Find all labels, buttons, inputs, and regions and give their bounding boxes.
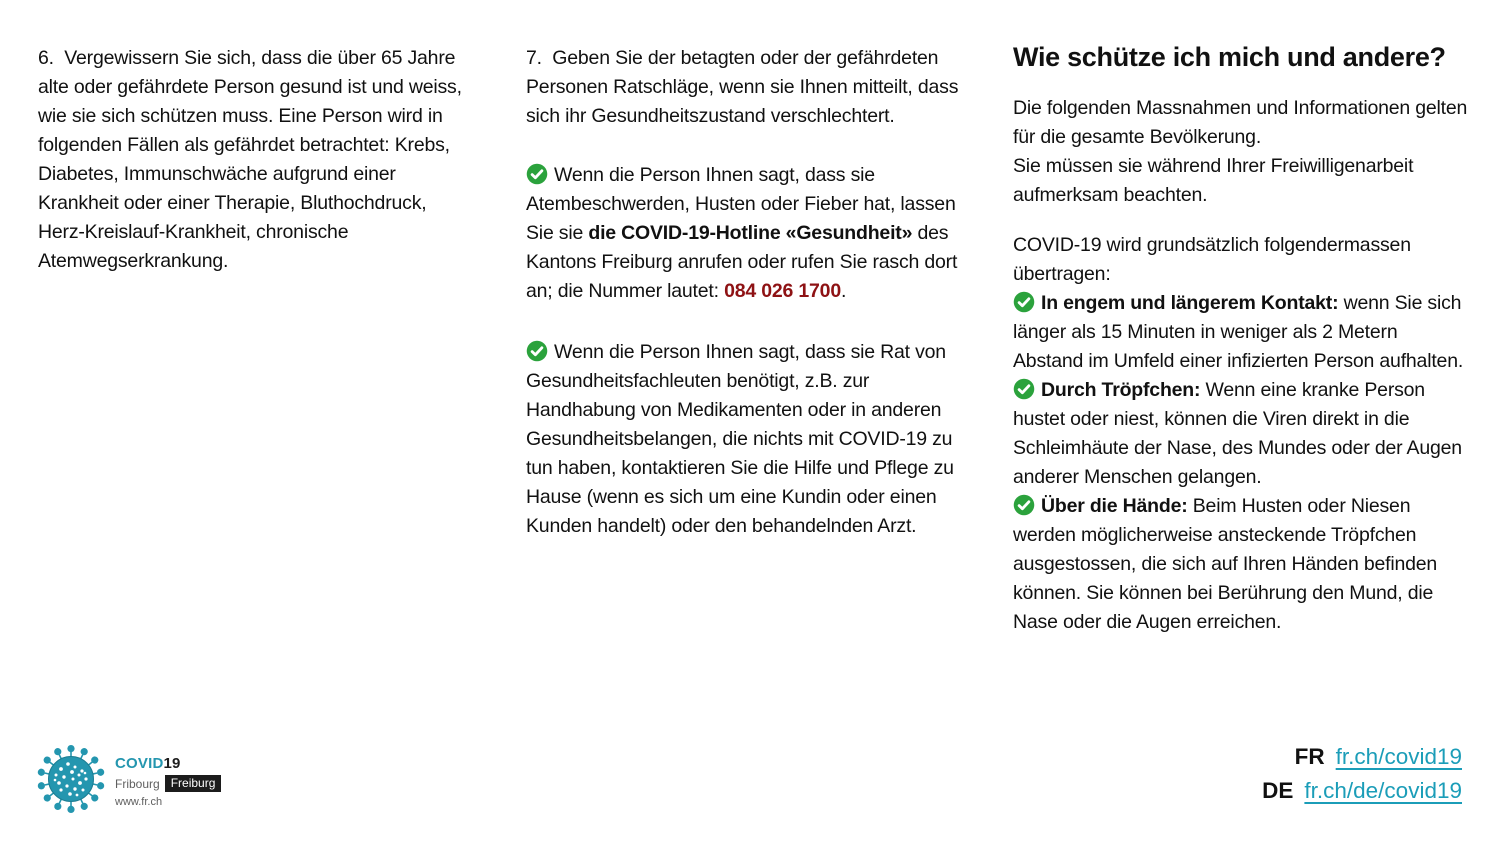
transmission-bullet-contact — [1013, 289, 1468, 376]
check-circle-icon — [1013, 494, 1035, 516]
instruction-item-7: 7. Geben Sie der betagten oder der gefährdeten Personen Ratschläge, wenn sie Ihnen mitteilt, dass sich ihr Gesundheitszustand verschlechtert. — [526, 47, 959, 127]
intro-paragraph — [1013, 94, 1468, 210]
column-middle — [526, 44, 983, 541]
logo-canton-fr: Fribourg — [115, 776, 160, 791]
footer-links — [1262, 740, 1462, 808]
column-right — [1013, 40, 1468, 637]
bullet-text: Beim Husten oder Niesen werden möglicherweise ansteckende Tröpfchen ausgestossen, die sich auf Ihren Händen befinden können. Sie können bei Berührung den Mund, die Nase oder die Augen erreichen. — [1013, 495, 1438, 633]
column-left — [38, 44, 478, 276]
link-de-covid19[interactable]: fr.ch/de/covid19 — [1304, 778, 1462, 803]
hotline-name: die COVID-19-Hotline «Gesundheit» — [588, 222, 913, 244]
logo-text-block — [115, 742, 221, 808]
bullet-label: Durch Tröpfchen: — [1041, 379, 1201, 401]
advice-hotline-text-mid: des Kantons Freiburg anrufen oder rufen Sie rasch dort an; die Nummer lautet: — [526, 222, 958, 302]
covid19-fribourg-logo — [34, 742, 221, 816]
check-circle-icon — [526, 163, 548, 185]
advice-hotline-text-pre: Wenn die Person Ihnen sagt, dass sie Atembeschwerden, Husten oder Fieber hat, lassen Sie sie — [526, 164, 956, 244]
transmission-bullet-droplets — [1013, 376, 1468, 492]
link-lang-de: DE — [1262, 778, 1294, 803]
link-lang-fr: FR — [1294, 744, 1325, 769]
link-fr-covid19[interactable]: fr.ch/covid19 — [1335, 744, 1462, 769]
advice-hotline-text-end: . — [840, 280, 847, 302]
logo-website-url: www.fr.ch — [115, 796, 163, 808]
advice-healthcare-text: Wenn die Person Ihnen sagt, dass sie Rat von Gesundheitsfachleuten benötigt, z.B. zur Handhabung von Medikamenten oder in anderen Gesundheitsbelangen, die nichts mit COVID-19 zu tun haben, kontaktieren Sie die Hilfe und Pflege zu Hause (wenn es sich um eine Kundin oder einen Kunden handelt) oder den behandelnden Arzt. — [526, 341, 954, 537]
bullet-label: Über die Hände: — [1041, 495, 1188, 517]
logo-brand-covid: COVID — [115, 755, 164, 772]
bullet-text: wenn Sie sich länger als 15 Minuten in weniger als 2 Metern Abstand im Umfeld einer infizierten Person aufhalten. — [1013, 292, 1464, 372]
transmission-intro: COVID-19 wird grundsätzlich folgendermassen übertragen: — [1013, 234, 1411, 285]
instruction-item-6: 6. Vergewissern Sie sich, dass die über 65 Jahre alte oder gefährdete Person gesund ist und weiss, wie sie sich schützen muss. Eine Person wird in folgenden Fällen als gefährdet betrachtet: Krebs, Diabetes, Immunschwäche aufgrund einer Krankheit oder einer Therapie, Bluthochdruck, Herz-Kreislauf-Krankheit, chronische Atemwegserkrankung. — [38, 47, 462, 272]
transmission-bullet-hands — [1013, 492, 1468, 637]
intro-line-2: Sie müssen sie während Ihrer Freiwilligenarbeit aufmerksam beachten. — [1013, 155, 1414, 206]
logo-brand-19: 19 — [163, 755, 181, 772]
link-row-fr — [1262, 740, 1462, 774]
logo-canton-names — [115, 775, 221, 792]
logo-brand — [115, 755, 221, 772]
page-title: Wie schütze ich mich und andere? — [1013, 42, 1446, 72]
bullet-text: Wenn eine kranke Person hustet oder niest, können die Viren direkt in die Schleimhäute der Nase, des Mundes oder der Augen anderer Menschen gelangen. — [1013, 379, 1462, 488]
check-circle-icon — [1013, 378, 1035, 400]
check-circle-icon — [1013, 291, 1035, 313]
advice-hotline-paragraph — [526, 161, 983, 306]
check-circle-icon — [526, 340, 548, 362]
link-row-de — [1262, 774, 1462, 808]
bullet-label: In engem und längerem Kontakt: — [1041, 292, 1339, 314]
logo-canton-de-badge: Freiburg — [165, 775, 222, 792]
hotline-phone-number: 084 026 1700 — [724, 280, 841, 302]
intro-line-1: Die folgenden Massnahmen und Informationen gelten für die gesamte Bevölkerung. — [1013, 97, 1468, 148]
covid-virus-icon — [34, 742, 108, 816]
advice-healthcare-paragraph — [526, 338, 983, 541]
